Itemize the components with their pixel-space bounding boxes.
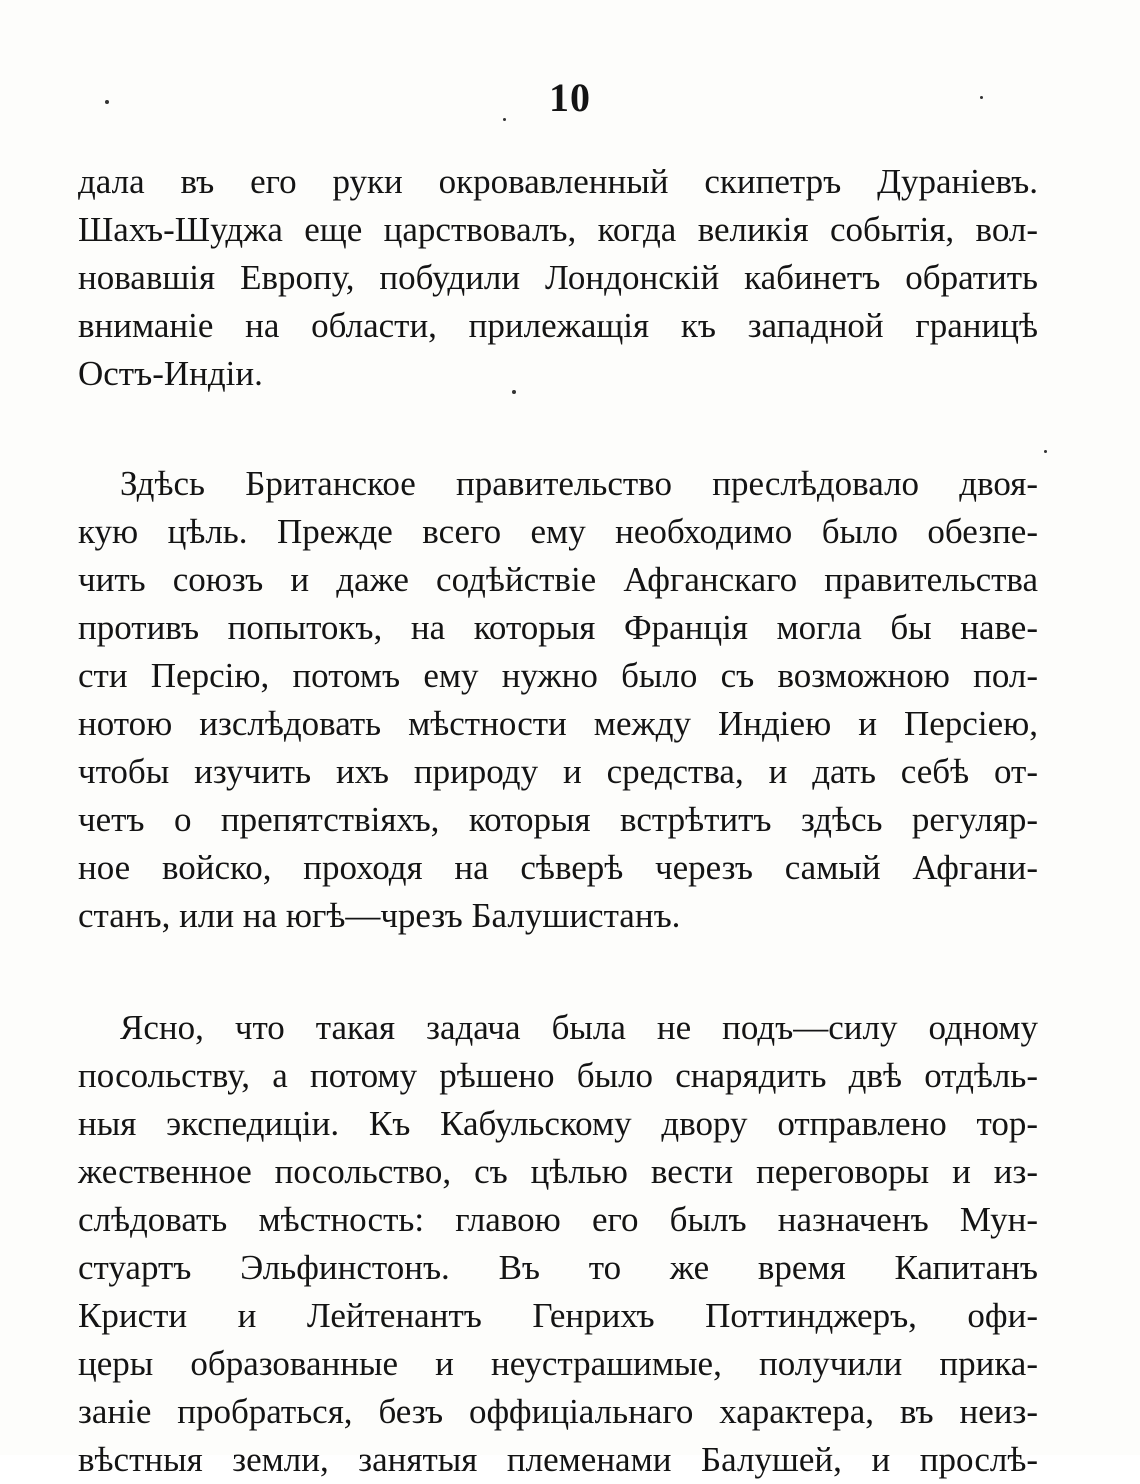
text-line: нотою изслѣдовать мѣстности между Индіею и Персіею, xyxy=(78,704,1038,743)
text-line: церы образованные и неустрашимые, получили прика- xyxy=(78,1344,1038,1383)
text-line: сти Персію, потомъ ему нужно было съ возможною пол- xyxy=(78,656,1038,695)
text-line: ныя экспедиціи. Къ Кабульскому двору отправлено тор- xyxy=(78,1104,1038,1143)
text-line: вѣстныя земли, занятыя племенами Балушей, и прослѣ- xyxy=(78,1440,1038,1479)
text-line: ное войско, проходя на сѣверѣ черезъ самый Афгани- xyxy=(78,848,1038,887)
text-line: чить союзъ и даже содѣйствіе Афганскаго правительства xyxy=(78,560,1038,599)
text-line: чтобы изучить ихъ природу и средства, и дать себѣ от- xyxy=(78,752,1038,791)
page-number: 10 xyxy=(549,75,591,120)
body-text xyxy=(78,158,1038,1484)
text-line: стуартъ Эльфинстонъ. Въ то же время Капитанъ xyxy=(78,1248,1038,1287)
text-line: Кристи и Лейтенантъ Генрихъ Поттинджеръ, офи- xyxy=(78,1296,1038,1335)
text-line: новавшія Европу, побудили Лондонскій кабинетъ обратить xyxy=(78,258,1038,297)
paragraph-3 xyxy=(78,1004,1038,1484)
paragraph-1 xyxy=(78,158,1038,398)
print-speck xyxy=(1044,450,1047,453)
text-line: посольству, а потому рѣшено было снарядить двѣ отдѣль- xyxy=(78,1056,1038,1095)
text-line: Здѣсь Британское правительство преслѣдовало двоя- xyxy=(120,464,1038,503)
text-line: дала въ его руки окровавленный скипетръ Дураніевъ. xyxy=(78,162,1038,201)
text-line: слѣдовать мѣстность: главою его былъ назначенъ Мун- xyxy=(78,1200,1038,1239)
text-line: Остъ-Индіи. xyxy=(78,354,263,393)
text-line: Ясно, что такая задача была не подъ—силу одному xyxy=(120,1008,1038,1047)
paragraph-gap xyxy=(78,940,1038,1004)
text-line: заніе пробраться, безъ оффиціальнаго характера, въ неиз- xyxy=(78,1392,1038,1431)
text-line: четъ о препятствіяхъ, которыя встрѣтитъ здѣсь регуляр- xyxy=(78,800,1038,839)
text-line: кую цѣль. Прежде всего ему необходимо было обезпе- xyxy=(78,512,1038,551)
text-line: станъ, или на югѣ—чрезъ Балушистанъ. xyxy=(78,896,681,935)
text-line: жественное посольство, съ цѣлью вести переговоры и из- xyxy=(78,1152,1038,1191)
paragraph-gap xyxy=(78,398,1038,460)
paragraph-2 xyxy=(78,460,1038,940)
text-line: Шахъ-Шуджа еще царствовалъ, когда великія событія, вол- xyxy=(78,210,1038,249)
text-line: вниманіе на области, прилежащія къ западной границѣ xyxy=(78,306,1038,345)
text-line: противъ попытокъ, на которыя Франція могла бы наве- xyxy=(78,608,1038,647)
